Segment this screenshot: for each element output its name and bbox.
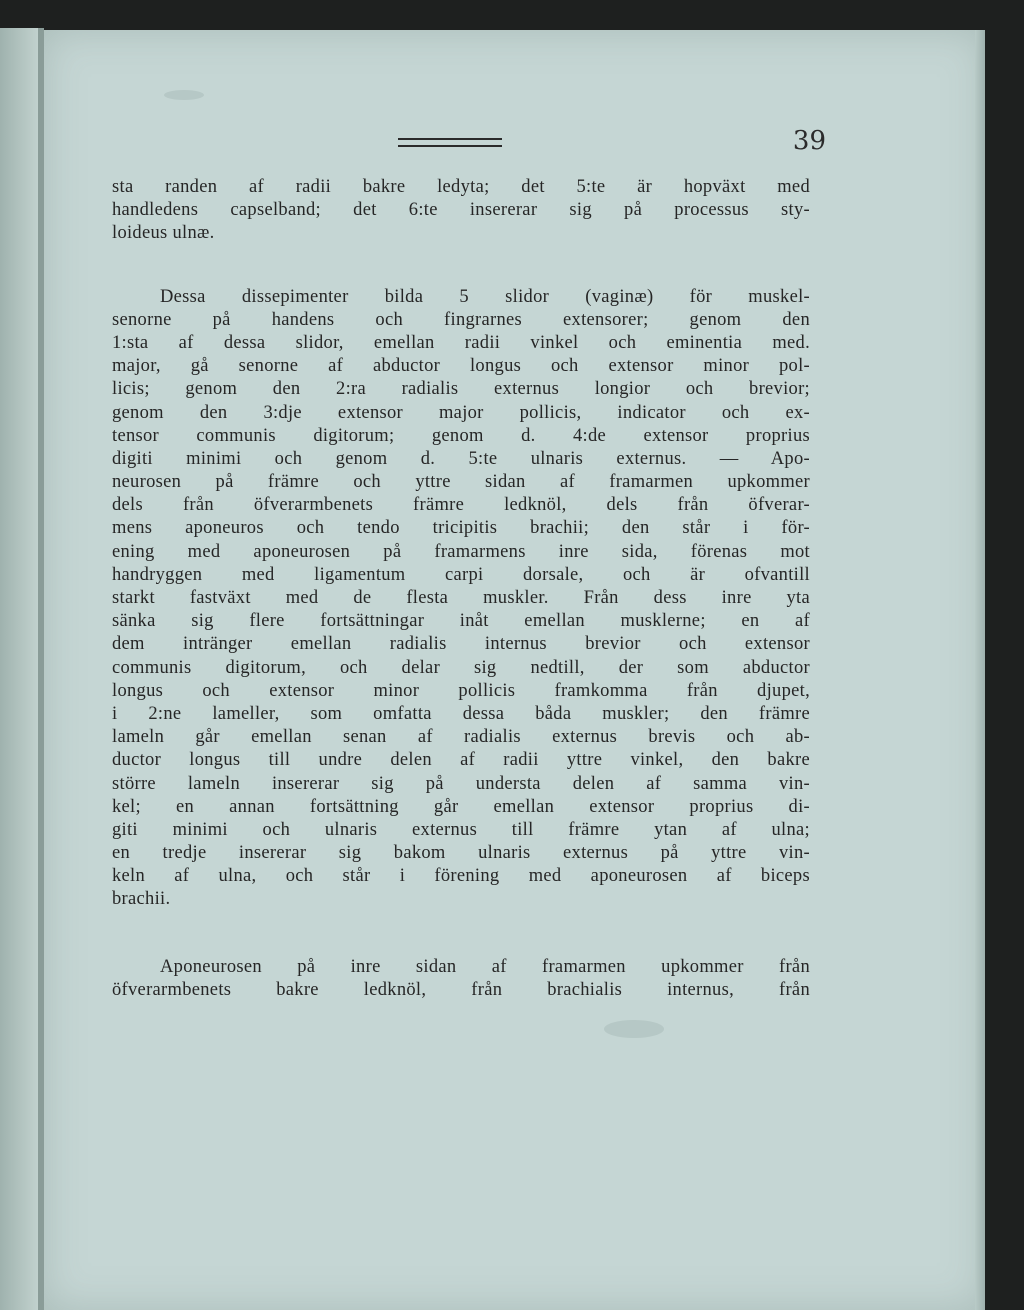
text-line: keln af ulna, och står i förening med aponeurosen af biceps [112,866,810,887]
text-line: dels från öfverarmbenets främre ledknöl, dels från öfverar- [112,495,810,516]
text-line: öfverarmbenets bakre ledknöl, från brachialis internus, från [112,979,810,1000]
text-line: loideus ulnæ. [112,223,215,244]
text-line: en tredje insererar sig bakom ulnaris externus på yttre vin- [112,843,810,864]
text-line: handryggen med ligamentum carpi dorsale, och är ofvantill [112,564,810,585]
text-line: giti minimi och ulnaris externus till främre ytan af ulna; [112,819,810,840]
text-line: ductor longus till undre delen af radii yttre vinkel, den bakre [112,750,810,771]
paragraph-gap [112,246,810,286]
text-line: senorne på handens och fingrarnes extensorer; genom den [112,309,810,330]
text-line: brachii. [112,889,171,910]
page-body-text [112,176,810,1002]
text-line: major, gå senorne af abductor longus och extensor minor pol- [112,356,810,377]
text-line: communis digitorum, och delar sig nedtill, der som abductor [112,657,810,678]
text-line: större lameln insererar sig på understa delen af samma vin- [112,773,810,794]
text-line: sänka sig flere fortsättningar inåt emellan musklerne; en af [112,611,810,632]
page-right-edge [975,30,985,1310]
text-line: handledens capselband; det 6:te insererar sig på processus sty- [112,200,810,221]
text-line: Aponeurosen på inre sidan af framarmen upkommer från [160,956,810,977]
text-line: 1:sta af dessa slidor, emellan radii vinkel och eminentia med. [112,332,810,353]
text-line: genom den 3:dje extensor major pollicis, indicator och ex- [112,402,810,423]
header-rule [398,138,502,147]
text-line: licis; genom den 2:ra radialis externus longior och brevior; [112,379,810,400]
paragraph-gap [112,912,810,956]
paper-stain [164,90,204,100]
text-line: tensor communis digitorum; genom d. 4:de extensor proprius [112,425,810,446]
paper-stain [604,1020,664,1038]
text-line: mens aponeuros och tendo tricipitis brachii; den står i för- [112,518,810,539]
text-line: digiti minimi och genom d. 5:te ulnaris externus. — Apo- [112,448,810,469]
text-line: ening med aponeurosen på framarmens inre sida, förenas mot [112,541,810,562]
text-line: starkt fastväxt med de flesta muskler. Från dess inre yta [112,588,810,608]
text-line: lameln går emellan senan af radialis externus brevis och ab- [112,727,810,748]
text-line: longus och extensor minor pollicis framkomma från djupet, [112,680,810,701]
text-line: dem intränger emellan radialis internus brevior och extensor [112,634,810,655]
text-line: kel; en annan fortsättning går emellan extensor proprius di- [112,796,810,817]
text-line: Dessa dissepimenter bilda 5 slidor (vaginæ) för muskel- [160,286,810,307]
page-number: 39 [792,126,826,156]
text-line: sta randen af radii bakre ledyta; det 5:te är hopväxt med [112,177,810,197]
text-line: neurosen på främre och yttre sidan af framarmen upkommer [112,472,810,493]
text-line: i 2:ne lameller, som omfatta dessa båda muskler; den främre [112,703,810,724]
